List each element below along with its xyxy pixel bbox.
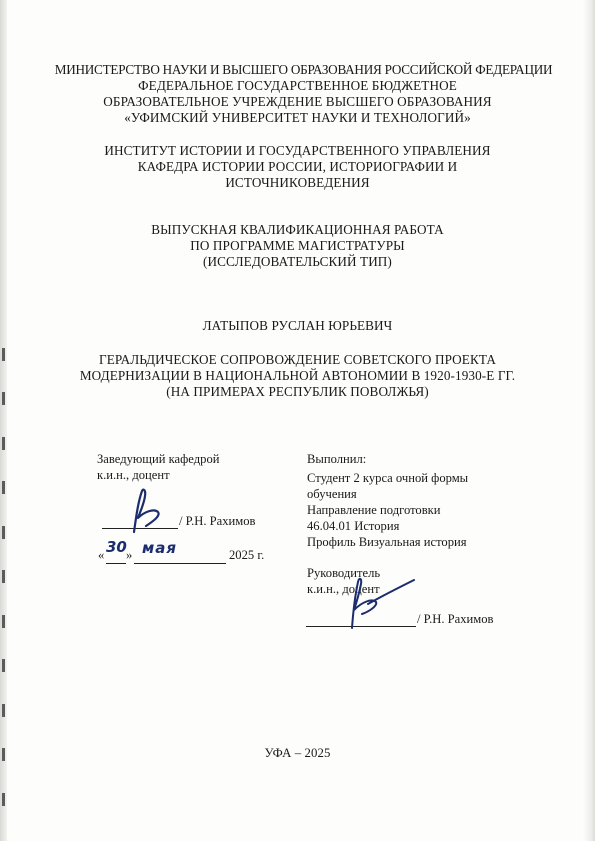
direction-label: Направление подготовки xyxy=(307,503,441,517)
student-line-2: обучения xyxy=(307,487,357,501)
department-line-1: КАФЕДРА ИСТОРИИ РОССИИ, ИСТОРИОГРАФИИ И xyxy=(137,159,458,174)
supervisor-label: Руководитель xyxy=(307,566,381,580)
date-month-line xyxy=(134,563,226,564)
ministry-line-1: МИНИСТЕРСТВО НАУКИ И ВЫСШЕГО ОБРАЗОВАНИЯ РОССИЙСКОЙ ФЕДЕРАЦИИ xyxy=(54,62,553,77)
date-day-handwritten: 30 xyxy=(106,538,127,556)
binding-hole-mark xyxy=(2,615,5,628)
ministry-line-3: ОБРАЗОВАТЕЛЬНОЕ УЧРЕЖДЕНИЕ ВЫСШЕГО ОБРАЗОВАНИЯ xyxy=(103,94,492,109)
thesis-title-line-1: ГЕРАЛЬДИЧЕСКОЕ СОПРОВОЖДЕНИЕ СОВЕТСКОГО ПРОЕКТА xyxy=(99,352,496,367)
institute-name: ИНСТИТУТ ИСТОРИИ И ГОСУДАРСТВЕННОГО УПРАВЛЕНИЯ xyxy=(104,143,491,158)
binding-hole-mark xyxy=(2,793,5,806)
thesis-title-line-2: МОДЕРНИЗАЦИИ В НАЦИОНАЛЬНОЙ АВТОНОМИИ В 1920-1930-Е ГГ. xyxy=(79,368,516,383)
binding-hole-mark xyxy=(2,659,5,672)
date-year: 2025 г. xyxy=(229,548,265,562)
binding-hole-mark xyxy=(2,437,5,450)
direction-code: 46.04.01 История xyxy=(307,519,400,533)
date-day-line xyxy=(106,563,126,564)
supervisor-signature xyxy=(338,574,416,630)
author-name: ЛАТЫПОВ РУСЛАН ЮРЬЕВИЧ xyxy=(202,318,393,333)
thesis-title-line-3: (НА ПРИМЕРАХ РЕСПУБЛИК ПОВОЛЖЬЯ) xyxy=(166,384,429,399)
binding-hole-mark xyxy=(2,570,5,583)
binding-hole-mark xyxy=(2,481,5,494)
profile-label: Профиль Визуальная история xyxy=(307,535,467,549)
date-open-quote: « xyxy=(98,548,105,562)
binding-hole-mark xyxy=(2,526,5,539)
department-line-2: ИСТОЧНИКОВЕДЕНИЯ xyxy=(225,175,370,190)
head-of-department-label: Заведующий кафедрой xyxy=(97,452,220,466)
date-close-quote: » xyxy=(126,548,133,562)
date-month-handwritten: мая xyxy=(142,539,178,557)
scan-right-edge xyxy=(583,0,595,841)
ministry-line-2: ФЕДЕРАЛЬНОЕ ГОСУДАРСТВЕННОЕ БЮДЖЕТНОЕ xyxy=(138,78,457,93)
head-signer-name: / Р.Н. Рахимов xyxy=(179,514,256,528)
work-type-line-1: ВЫПУСКНАЯ КВАЛИФИКАЦИОННАЯ РАБОТА xyxy=(151,222,444,237)
student-line-1: Студент 2 курса очной формы xyxy=(307,471,469,485)
binding-hole-mark xyxy=(2,704,5,717)
head-degree: к.и.н., доцент xyxy=(97,468,170,482)
city-year: УФА – 2025 xyxy=(264,746,331,760)
supervisor-degree: к.и.н., доцент xyxy=(307,582,380,596)
work-type-line-2: ПО ПРОГРАММЕ МАГИСТРАТУРЫ xyxy=(190,238,405,253)
supervisor-name: / Р.Н. Рахимов xyxy=(417,612,494,626)
head-signature xyxy=(128,488,168,534)
university-name: «УФИМСКИЙ УНИВЕРСИТЕТ НАУКИ И ТЕХНОЛОГИЙ» xyxy=(124,110,471,125)
work-type-line-3: (ИССЛЕДОВАТЕЛЬСКИЙ ТИП) xyxy=(203,254,392,269)
done-by-label: Выполнил: xyxy=(307,452,367,466)
